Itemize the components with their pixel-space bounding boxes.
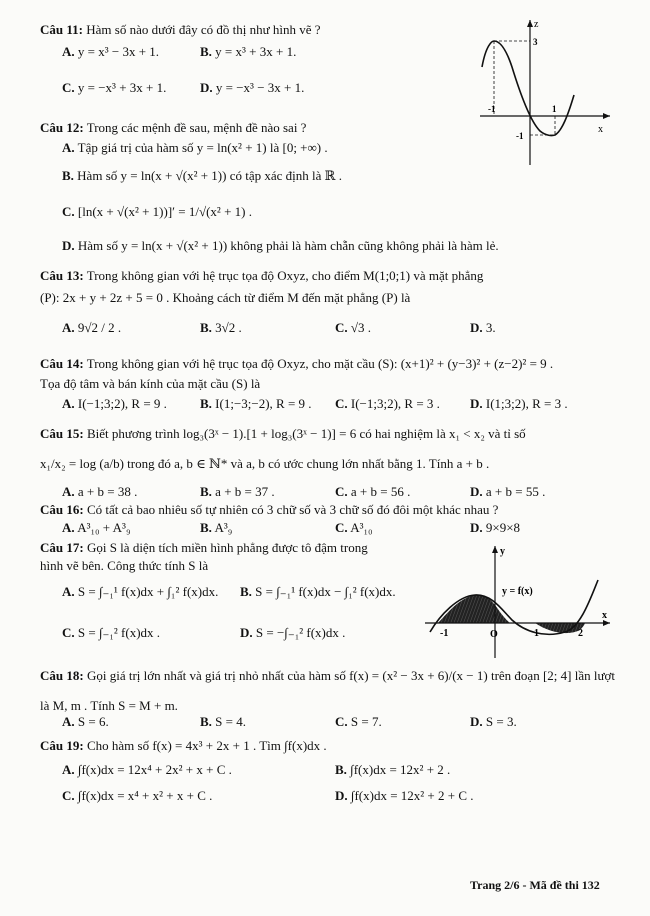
q13-option-d[interactable]: D. 3. — [470, 320, 496, 335]
cubic-graph — [470, 15, 620, 170]
q16-option-b[interactable]: B. A³₉ — [200, 520, 233, 535]
q14-option-a[interactable]: A. I(−1;3;2), R = 9 . — [62, 396, 167, 411]
q14-option-b[interactable]: B. I(1;−3;−2), R = 9 . — [200, 396, 312, 411]
graph1-tick-y-minus1: -1 — [516, 131, 524, 141]
q15-stem-line2: x₁/x₂ = log (a/b) trong đó a, b ∈ ℕ* và a, b có ước chung lớn nhất bằng 1. Tính a + b . — [40, 456, 490, 471]
q12-option-c[interactable]: C. [ln(x + √(x² + 1))]′ = 1/√(x² + 1) . — [62, 204, 252, 219]
q19-option-d[interactable]: D. ∫f(x)dx = 12x² + 2 + C . — [335, 788, 474, 803]
q18-option-c[interactable]: C. S = 7. — [335, 714, 382, 729]
q16-option-c[interactable]: C. A³₁₀ — [335, 520, 373, 535]
q16-stem: Câu 16: Có tất cả bao nhiêu số tự nhiên có 3 chữ số và 3 chữ số đó đôi một khác nhau ? — [40, 502, 499, 517]
q17-stem-line2: hình vẽ bên. Công thức tính S là — [40, 558, 209, 573]
q18-option-d[interactable]: D. S = 3. — [470, 714, 517, 729]
q18-option-a[interactable]: A. S = 6. — [62, 714, 109, 729]
q11-stem: Câu 11: Hàm số nào dưới đây có đồ thị như hình vẽ ? — [40, 22, 321, 37]
q13-stem-line1: Câu 13: Trong không gian với hệ trục tọa độ Oxyz, cho điểm M(1;0;1) và mặt phẳng — [40, 268, 484, 283]
q13-option-a[interactable]: A. 9√2 / 2 . — [62, 320, 122, 335]
q17-stem-line1: Câu 17: Gọi S là diện tích miền hình phẳng được tô đậm trong — [40, 540, 368, 555]
graph2-x-label: x — [602, 610, 607, 621]
q12-option-b[interactable]: B. Hàm số y = ln(x + √(x² + 1)) có tập xác định là ℝ . — [62, 168, 342, 183]
q15-option-d[interactable]: D. a + b = 55 . — [470, 484, 546, 499]
q17-option-a[interactable]: A. S = ∫₋₁¹ f(x)dx + ∫₁² f(x)dx. — [62, 584, 219, 599]
graph2-origin: O — [490, 629, 498, 640]
q17-option-c[interactable]: C. S = ∫₋₁² f(x)dx . — [62, 625, 161, 640]
q13-option-b[interactable]: B. 3√2 . — [200, 320, 242, 335]
q14-stem-line2: Tọa độ tâm và bán kính của mặt cầu (S) là — [40, 376, 261, 391]
page-footer: Trang 2/6 - Mã đề thi 132 — [470, 878, 600, 892]
graph2-function-label: y = f(x) — [502, 586, 533, 597]
q11-option-a[interactable]: A. y = x³ − 3x + 1. — [62, 44, 160, 59]
q14-stem-line1: Câu 14: Trong không gian với hệ trục tọa độ Oxyz, cho mặt cầu (S): (x+1)² + (y−3)² + (z−2)² = 9 . — [40, 356, 554, 371]
q17-option-d[interactable]: D. S = −∫₋₁² f(x)dx . — [240, 625, 346, 640]
q19-stem: Câu 19: Cho hàm số f(x) = 4x³ + 2x + 1 . Tìm ∫f(x)dx . — [40, 738, 327, 753]
q11-option-c[interactable]: C. y = −x³ + 3x + 1. — [62, 80, 167, 95]
graph2-y-label: y — [500, 546, 505, 557]
q18-stem-line2: là M, m . Tính S = M + m. — [40, 698, 178, 713]
q11-option-d[interactable]: D. y = −x³ − 3x + 1. — [200, 80, 305, 95]
q15-stem-line1: Câu 15: Biết phương trình log₃(3ˣ − 1).[1 + log₃(3ˣ − 1)] = 6 có hai nghiệm là x₁ < x₂ và tỉ số — [40, 426, 526, 441]
q19-option-b[interactable]: B. ∫f(x)dx = 12x² + 2 . — [335, 762, 451, 777]
q16-option-a[interactable]: A. A³₁₀ + A³₉ — [62, 520, 131, 535]
graph2-tick-1: 1 — [534, 628, 539, 639]
graph1-x-label: x — [598, 124, 603, 135]
graph1-y-label: z — [534, 19, 539, 30]
graph1-tick-x-minus1: -1 — [488, 104, 496, 114]
q11-option-b[interactable]: B. y = x³ + 3x + 1. — [200, 44, 297, 59]
q12-option-d[interactable]: D. Hàm số y = ln(x + √(x² + 1)) không phải là hàm chẵn cũng không phải là hàm lẻ. — [62, 238, 499, 253]
q13-stem-line2: (P): 2x + y + 2z + 5 = 0 . Khoảng cách từ điểm M đến mặt phẳng (P) là — [40, 290, 411, 305]
q18-option-b[interactable]: B. S = 4. — [200, 714, 246, 729]
graph2-tick-2: 2 — [578, 628, 583, 639]
q15-option-c[interactable]: C. a + b = 56 . — [335, 484, 411, 499]
q12-option-a[interactable]: A. Tập giá trị của hàm số y = ln(x² + 1) là [0; +∞) . — [62, 140, 328, 155]
area-graph — [420, 540, 620, 660]
q15-option-a[interactable]: A. a + b = 38 . — [62, 484, 138, 499]
q19-option-a[interactable]: A. ∫f(x)dx = 12x⁴ + 2x² + x + C . — [62, 762, 232, 777]
q19-option-c[interactable]: C. ∫f(x)dx = x⁴ + x² + x + C . — [62, 788, 213, 803]
graph1-curve — [482, 41, 574, 136]
graph1-tick-x-1: 1 — [552, 104, 557, 114]
graph2-tick-minus1: -1 — [440, 628, 449, 639]
q16-option-d[interactable]: D. 9×9×8 — [470, 520, 521, 535]
q12-stem: Câu 12: Trong các mệnh đề sau, mệnh đề nào sai ? — [40, 120, 307, 135]
q14-option-c[interactable]: C. I(−1;3;2), R = 3 . — [335, 396, 440, 411]
q18-stem-line1: Câu 18: Gọi giá trị lớn nhất và giá trị nhỏ nhất của hàm số f(x) = (x² − 3x + 6)/(x − 1) trên đoạn [2; 4] lần lượt — [40, 668, 615, 683]
q13-option-c[interactable]: C. √3 . — [335, 320, 372, 335]
q15-option-b[interactable]: B. a + b = 37 . — [200, 484, 275, 499]
q17-option-b[interactable]: B. S = ∫₋₁¹ f(x)dx − ∫₁² f(x)dx. — [240, 584, 396, 599]
q14-option-d[interactable]: D. I(1;3;2), R = 3 . — [470, 396, 568, 411]
graph1-tick-3: 3 — [533, 37, 538, 47]
